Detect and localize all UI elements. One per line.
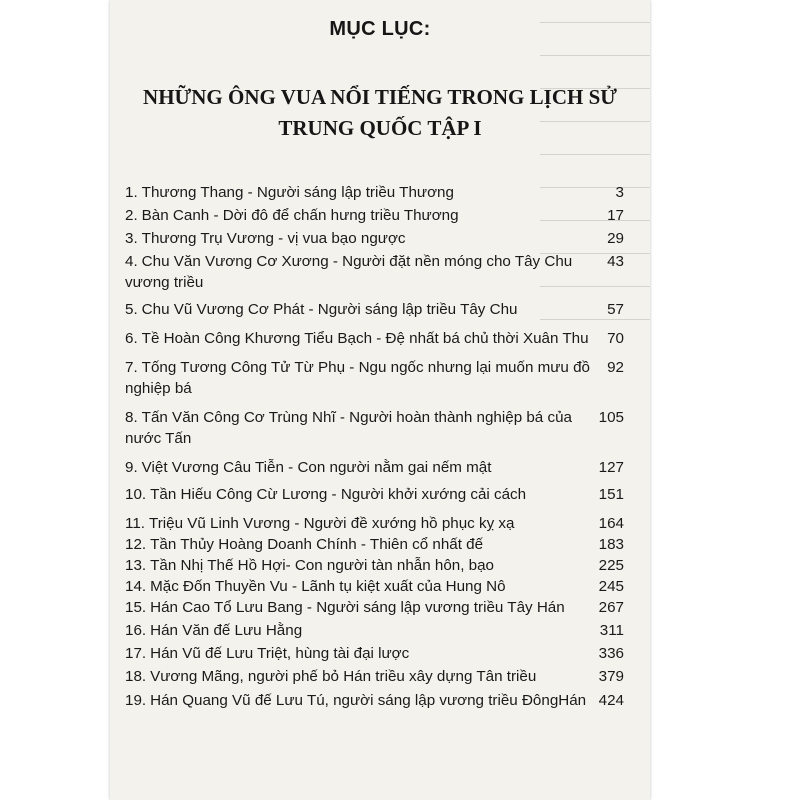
entry-title: Chu Văn Vương Cơ Xương - Người đặt nền móng cho Tây Chu vương triều [125, 253, 573, 291]
book-title [110, 82, 650, 144]
entry-page-number: 92 [607, 359, 624, 376]
entry-title: Vương Mãng, người phế bỏ Hán triều xây dựng Tân triều [150, 668, 537, 685]
entry-page-number: 424 [598, 692, 624, 709]
entry-page-number: 164 [598, 515, 624, 532]
entry-number: 2. [125, 207, 138, 224]
entry-page-number: 225 [598, 557, 624, 574]
entry-title: Tề Hoàn Công Khương Tiểu Bạch - Đệ nhất bá chủ thời Xuân Thu [141, 330, 589, 347]
entry-number: 7. [125, 359, 138, 376]
entry-title: Tấn Văn Công Cơ Trùng Nhĩ - Người hoàn thành nghiệp bá của nước Tấn [125, 409, 572, 447]
toc-entry [110, 620, 650, 641]
entry-number: 1. [125, 184, 138, 201]
entry-title: Thương Thang - Người sáng lập triều Thương [141, 184, 454, 201]
entry-page-number: 3 [615, 184, 624, 201]
entry-page-number: 151 [598, 486, 624, 503]
entry-number: 14. [125, 578, 147, 595]
book-title-line-2: TRUNG QUỐC TẬP I [278, 116, 482, 140]
entry-number: 11. [125, 515, 145, 532]
toc-heading: MỤC LỤC: [329, 18, 431, 40]
toc-entry [110, 576, 650, 597]
toc-entry [110, 666, 650, 687]
entry-title: Hán Quang Vũ đế Lưu Tú, người sáng lập vương triều ĐôngHán [150, 692, 587, 709]
entry-title: Triệu Vũ Linh Vương - Người đề xướng hồ phục kỵ xạ [149, 515, 515, 532]
entry-number: 17. [125, 645, 147, 662]
entry-title: Tần Nhị Thế Hồ Hợi- Con người tàn nhẫn hôn, bạo [150, 557, 495, 574]
entry-page-number: 29 [607, 230, 624, 247]
entry-number: 5. [125, 301, 138, 318]
entry-title: Bàn Canh - Dời đô để chấn hưng triều Thương [141, 207, 459, 224]
toc-entry [110, 357, 650, 399]
book-page [110, 0, 650, 800]
entry-page-number: 245 [598, 578, 624, 595]
entry-title: Việt Vương Câu Tiễn - Con người nằm gai nếm mật [141, 459, 492, 476]
toc-entry [110, 407, 650, 449]
entry-page-number: 267 [598, 599, 624, 616]
entry-title: Tần Thủy Hoàng Doanh Chính - Thiên cổ nhất đế [150, 536, 484, 553]
toc-entry [110, 251, 650, 293]
book-title-line-1: NHỮNG ÔNG VUA NỔI TIẾNG TRONG LỊCH SỬ [143, 85, 617, 109]
toc-entry [110, 457, 650, 478]
toc-list [110, 182, 650, 711]
entry-page-number: 70 [607, 330, 624, 347]
entry-number: 13. [125, 557, 147, 574]
entry-number: 12. [125, 536, 147, 553]
entry-title: Tống Tương Công Tử Từ Phụ - Ngu ngốc nhưng lại muốn mưu đồ nghiệp bá [125, 359, 590, 397]
entry-page-number: 57 [607, 301, 624, 318]
entry-number: 18. [125, 668, 147, 685]
entry-number: 8. [125, 409, 138, 426]
entry-title: Mặc Đốn Thuyền Vu - Lãnh tụ kiệt xuất của Hung Nô [150, 578, 506, 595]
entry-title: Hán Vũ đế Lưu Triệt, hùng tài đại lược [150, 645, 410, 662]
toc-entry [110, 597, 650, 618]
entry-number: 19. [125, 692, 147, 709]
toc-entry [110, 690, 650, 711]
entry-title: Hán Văn đế Lưu Hằng [150, 622, 303, 639]
entry-page-number: 311 [599, 622, 624, 639]
entry-page-number: 105 [598, 409, 624, 426]
toc-entry [110, 205, 650, 226]
toc-entry [110, 299, 650, 320]
entry-page-number: 183 [598, 536, 624, 553]
entry-page-number: 336 [598, 645, 624, 662]
toc-entry [110, 182, 650, 203]
entry-page-number: 17 [607, 207, 624, 224]
entry-title: Tần Hiếu Công Cừ Lương - Người khởi xướng cải cách [150, 486, 527, 503]
entry-number: 9. [125, 459, 138, 476]
toc-entry [110, 484, 650, 505]
toc-entry [110, 534, 650, 555]
entry-title: Hán Cao Tổ Lưu Bang - Người sáng lập vương triều Tây Hán [150, 599, 565, 616]
entry-number: 15. [125, 599, 147, 616]
toc-entry [110, 555, 650, 576]
entry-number: 4. [125, 253, 138, 270]
entry-title: Chu Vũ Vương Cơ Phát - Người sáng lập triều Tây Chu [141, 301, 518, 318]
entry-page-number: 379 [598, 668, 624, 685]
toc-entry [110, 328, 650, 349]
entry-title: Thương Trụ Vương - vị vua bạo ngược [141, 230, 406, 247]
entry-number: 10. [125, 486, 147, 503]
entry-number: 3. [125, 230, 138, 247]
entry-page-number: 127 [598, 459, 624, 476]
entry-number: 6. [125, 330, 138, 347]
toc-entry [110, 643, 650, 664]
entry-number: 16. [125, 622, 147, 639]
toc-entry [110, 513, 650, 534]
toc-entry [110, 228, 650, 249]
entry-page-number: 43 [607, 253, 624, 270]
